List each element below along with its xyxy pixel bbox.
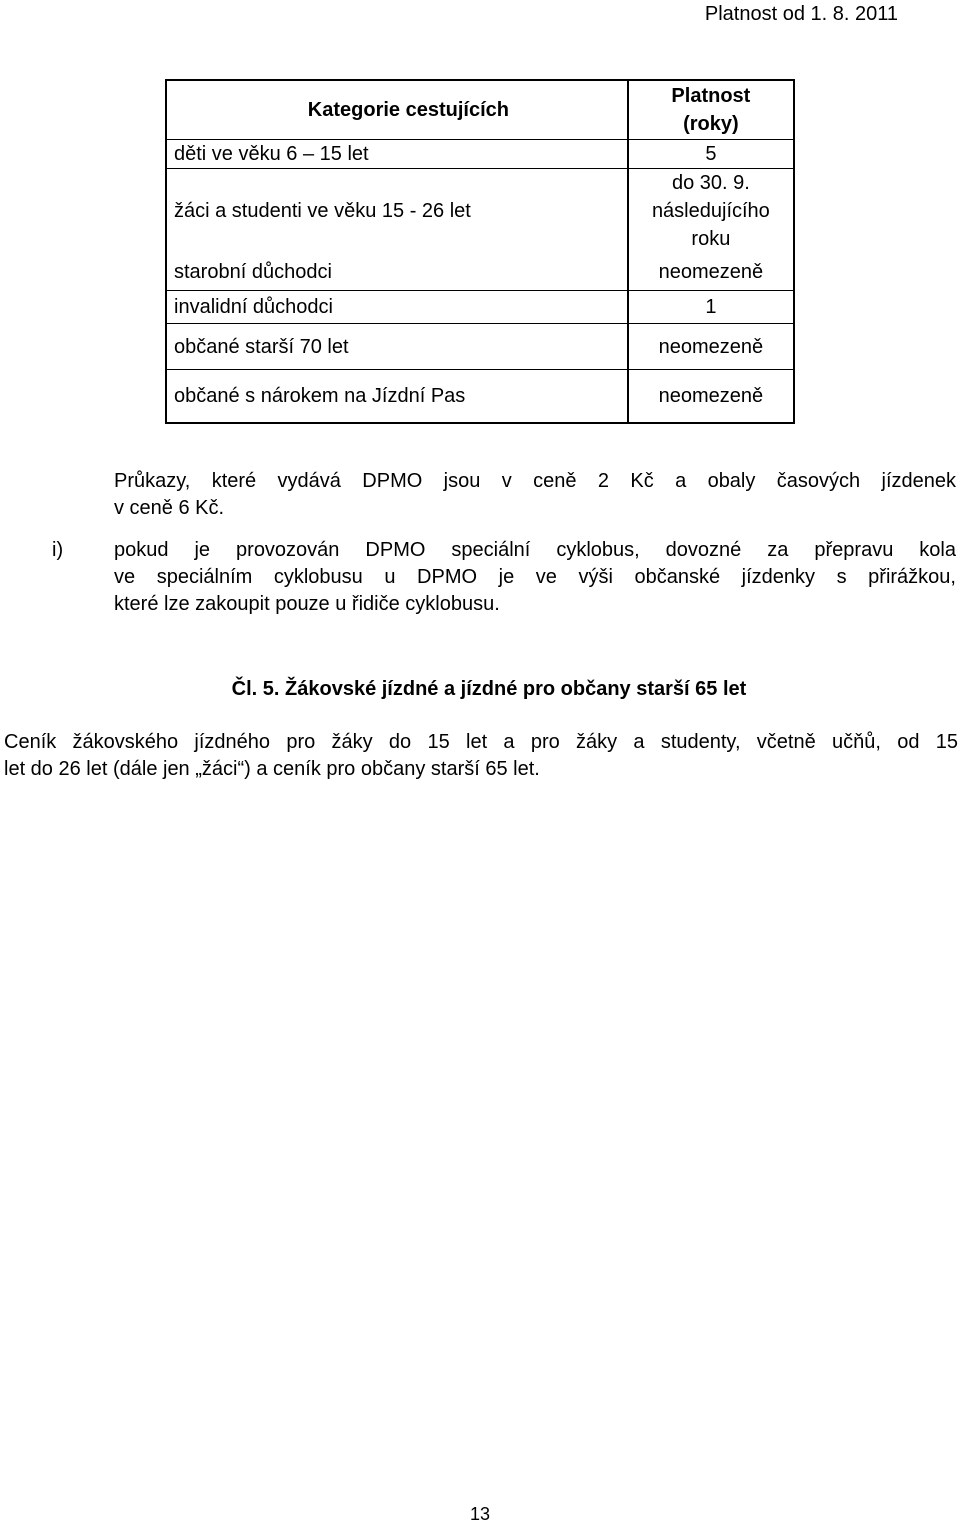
id-cards-paragraph	[114, 468, 956, 522]
category-cell: děti ve věku 6 – 15 let	[166, 140, 628, 169]
paragraph-line: pokud je provozován DPMO speciální cyklobus, dovozné za přepravu kola	[114, 539, 956, 561]
list-marker-i: i)	[52, 539, 64, 561]
paragraph-line: Ceník žákovského jízdného pro žáky do 15 let a pro žáky a studenty, včetně učňů, od 15	[4, 731, 958, 753]
validity-line: do 30. 9.	[671, 172, 750, 194]
category-cell: žáci a studenti ve věku 15 - 26 let	[166, 169, 628, 254]
cyclobus-paragraph	[114, 537, 956, 618]
table-header-row	[166, 80, 794, 140]
validity-cell: 1	[628, 291, 794, 324]
paragraph-line: v ceně 6 Kč.	[114, 497, 225, 519]
validity-cell	[628, 169, 794, 254]
table-row	[166, 370, 794, 424]
table-row	[166, 253, 794, 291]
passenger-category-table	[165, 79, 795, 424]
category-cell: občané s nárokem na Jízdní Pas	[166, 370, 628, 424]
header-category: Kategorie cestujících	[166, 80, 628, 140]
validity-cell: neomezeně	[628, 324, 794, 370]
table-row	[166, 324, 794, 370]
validity-cell: neomezeně	[628, 253, 794, 291]
paragraph-line: let do 26 let (dále jen „žáci“) a ceník pro občany starší 65 let.	[4, 758, 540, 780]
paragraph-line: Průkazy, které vydává DPMO jsou v ceně 2 Kč a obaly časových jízdenek	[114, 470, 956, 492]
validity-line: roku	[691, 228, 731, 250]
category-cell: starobní důchodci	[166, 253, 628, 291]
validity-cell: neomezeně	[628, 370, 794, 424]
section-body-paragraph	[4, 729, 958, 783]
paragraph-line: které lze zakoupit pouze u řidiče cyklobusu.	[114, 593, 500, 615]
header-validity-line1: Platnost	[671, 85, 751, 107]
table-row	[166, 291, 794, 324]
section-title: Čl. 5. Žákovské jízdné a jízdné pro občany starší 65 let	[231, 678, 747, 700]
header-validity	[628, 80, 794, 140]
validity-cell: 5	[628, 140, 794, 169]
table-row	[166, 140, 794, 169]
page-number: 13	[469, 1504, 491, 1524]
validity-line: následujícího	[651, 200, 770, 222]
category-cell: občané starší 70 let	[166, 324, 628, 370]
validity-date-header: Platnost od 1. 8. 2011	[704, 3, 898, 25]
header-validity-line2: (roky)	[683, 113, 739, 135]
category-cell: invalidní důchodci	[166, 291, 628, 324]
paragraph-line: ve speciálním cyklobusu u DPMO je ve výši občanské jízdenky s přirážkou,	[114, 566, 956, 588]
table-row	[166, 169, 794, 254]
